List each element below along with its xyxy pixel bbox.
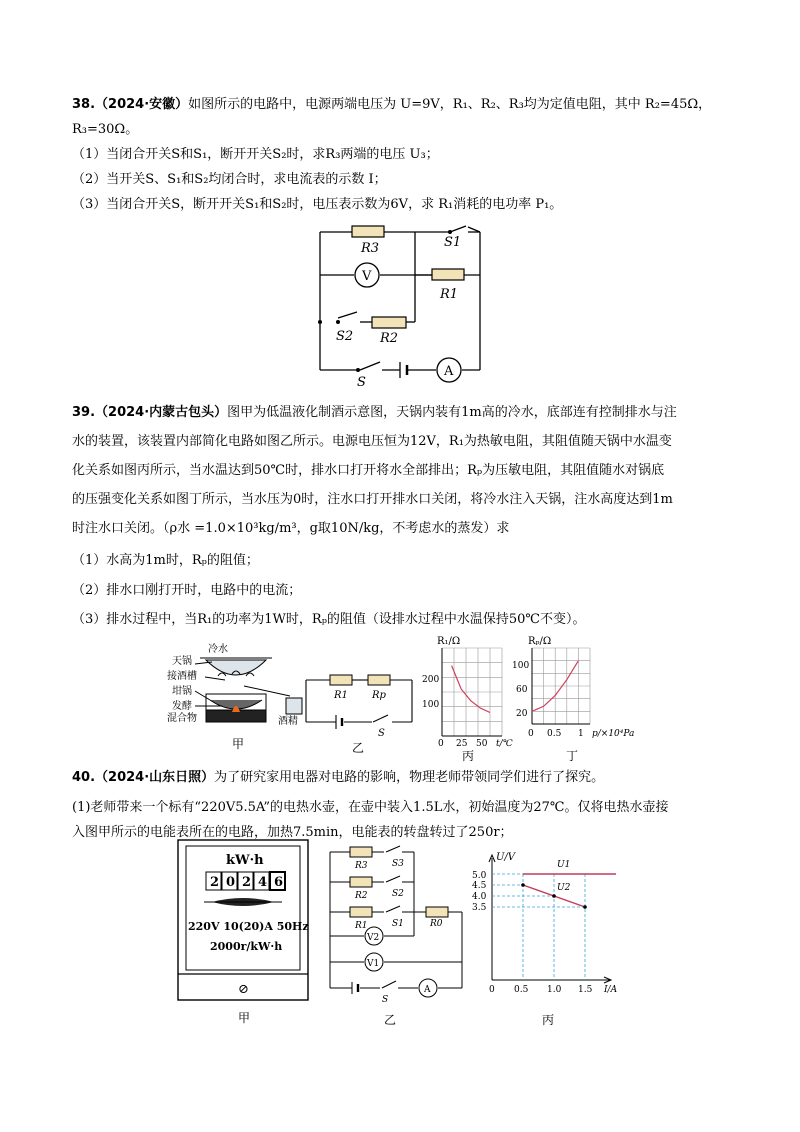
- label-ammeter: A: [424, 985, 431, 995]
- label-s1: S1: [392, 919, 404, 929]
- label-v1: V1: [367, 959, 380, 969]
- r1-curve: [452, 666, 490, 713]
- u2-point: [521, 883, 525, 887]
- label-rp: Rp: [372, 690, 386, 701]
- label-lengshui: 冷水: [208, 644, 228, 655]
- q39-chart-bing: [422, 630, 520, 763]
- x-tick-50: 50: [476, 739, 488, 749]
- y-tick-100: 100: [512, 661, 530, 671]
- x-axis-label: p/×10⁴Pa: [592, 729, 635, 739]
- q40-line1: [72, 765, 732, 790]
- caption-jia: 甲: [232, 737, 245, 751]
- label-r3: R3: [355, 861, 368, 871]
- caption-yi: 乙: [352, 741, 365, 755]
- y-tick-5-0: 5.0: [472, 871, 487, 881]
- x-axis-label: I/A: [604, 985, 618, 995]
- x-tick-0: 0: [438, 739, 444, 749]
- q39-number: 39.: [72, 405, 96, 420]
- caption-yi: 乙: [384, 1013, 397, 1027]
- u2-point: [583, 905, 587, 909]
- label-r0: R0: [430, 919, 443, 929]
- label-s: S: [378, 728, 385, 739]
- label-r2: R2: [355, 891, 368, 901]
- x-tick-1: 1: [578, 729, 584, 739]
- y-tick-4-5: 4.5: [472, 881, 487, 891]
- label-jiujing: 酒精: [278, 716, 298, 727]
- x-tick-1-0: 1.0: [547, 985, 562, 995]
- x-tick-1-5: 1.5: [578, 985, 593, 995]
- q39-fig-jia: [160, 640, 310, 751]
- y-tick-4-0: 4.0: [472, 892, 487, 902]
- label-guoguo: 坩锅: [172, 686, 192, 697]
- meter-symbol: ⊘: [238, 982, 249, 997]
- q40-fig-meter: [170, 836, 320, 1026]
- meter-spec-1: 220V 10(20)A 50Hz: [188, 920, 309, 933]
- meter-digits: [206, 872, 285, 890]
- y-tick-200: 200: [422, 675, 440, 685]
- label-s1: S1: [444, 235, 462, 250]
- label-u2: U2: [557, 883, 571, 893]
- q39-sub3: （3）排水过程中，当R₁的功率为1W时，Rₚ的阻值（设排水过程中水温保持50℃不变）。: [72, 612, 586, 627]
- q39-sub2: （2）排水口刚打开时，电路中的电流；: [72, 583, 302, 598]
- q39-line5: 时注水口关闭。（ρ水 =1.0×10³kg/m³，g取10N/kg，不考虑水的蒸发）求: [72, 521, 510, 536]
- y-tick-100: 100: [422, 700, 440, 710]
- q38-sub1: （1）当闭合开关S和S₁，断开开关S₂时，求R₃两端的电压 U₃；: [72, 147, 439, 162]
- meter-unit: kW·h: [226, 853, 264, 868]
- q39-source: （2024·内蒙古包头）: [95, 405, 228, 420]
- label-r1: R1: [440, 287, 459, 302]
- q38-text-1: 如图所示的电路中，电源两端电压为 U=9V，R₁、R₂、R₃均为定值电阻，其中 R₂=45Ω，: [188, 97, 712, 112]
- meter-spec-2: 2000r/kW·h: [210, 940, 283, 953]
- meter-digit: 4: [258, 875, 268, 890]
- q40-source: （2024·山东日照）: [95, 770, 215, 785]
- q40-number: 40.: [72, 770, 96, 785]
- x-tick-0: 0: [528, 729, 534, 739]
- label-s: S: [357, 375, 366, 390]
- label-r1: R1: [355, 921, 368, 931]
- label-jiejiuqi: 接酒槽: [167, 671, 197, 682]
- y-axis-label: Rₚ/Ω: [528, 636, 552, 647]
- y-tick-60: 60: [516, 685, 528, 695]
- q38-line2: R₃=30Ω。: [72, 122, 139, 137]
- y-tick-3-5: 3.5: [472, 903, 487, 913]
- q39-fig-yi: [300, 670, 420, 755]
- caption-jia: 甲: [238, 1011, 251, 1025]
- label-s2: S2: [336, 329, 354, 344]
- q39-sub1: （1）水高为1m时，Rₚ的阻值；: [72, 553, 259, 568]
- q39-line2: 水的装置，该装置内部简化电路如图乙所示。电源电压恒为12V，R₁为热敏电阻，其阻值随天锅中水温变: [72, 434, 672, 449]
- q38-circuit-diagram: [300, 222, 500, 390]
- meter-digit: 2: [242, 875, 252, 890]
- label-fajiao-1: 发酵: [172, 701, 192, 712]
- q38-sub3: （3）当闭合开关S，断开开关S₁和S₂时，电压表示数为6V，求 R₁消耗的电功率 P₁。: [72, 197, 563, 212]
- q39-line3: 化关系如图丙所示，当水温达到50℃时，排水口打开将水全部排出；Rₚ为压敏电阻，其阻值随水对锅底: [72, 463, 665, 478]
- label-s2: S2: [392, 889, 404, 899]
- q40-sub1-cont: 入图甲所示的电能表所在的电路，加热7.5min，电能表的转盘转过了250r；: [72, 825, 513, 840]
- q40-fig-circuit: [322, 840, 472, 1026]
- caption-bing: 丙: [462, 749, 475, 763]
- u2-point: [552, 894, 556, 898]
- label-r2: R2: [380, 331, 399, 346]
- q39-chart-ding: [510, 630, 650, 763]
- label-voltmeter: V: [362, 269, 372, 284]
- y-axis-label: R₁/Ω: [437, 636, 461, 647]
- q40-chart-bing: [470, 846, 630, 1026]
- label-s: S: [382, 995, 389, 1005]
- label-tianguo: 天锅: [172, 656, 192, 667]
- label-u1: U1: [557, 860, 571, 870]
- y-axis-label: U/V: [496, 852, 516, 863]
- meter-digit: 6: [274, 875, 284, 890]
- label-r1: R1: [334, 690, 348, 701]
- x-tick-0-5: 0.5: [547, 729, 562, 739]
- q39-text-1: 图甲为低温液化制酒示意图，天锅内装有1m高的冷水，底部连有控制排水与注: [227, 405, 677, 420]
- y-tick-20: 20: [516, 709, 528, 719]
- q38-number: 38.: [72, 97, 96, 112]
- label-r3: R3: [361, 241, 380, 256]
- meter-digit: 2: [210, 875, 220, 890]
- meter-digit: 0: [226, 875, 236, 890]
- q39-line4: 的压强变化关系如图丁所示，当水压为0时，注水口打开排水口关闭，将冷水注入天锅，注水高度达到1m: [72, 492, 673, 507]
- label-s3: S3: [392, 859, 404, 869]
- label-v2: V2: [367, 933, 380, 943]
- label-fajiao-2: 混合物: [167, 713, 197, 724]
- x-tick-25: 25: [456, 739, 468, 749]
- x-axis-label: t/℃: [496, 739, 513, 749]
- caption-ding: 丁: [566, 749, 579, 763]
- q38-source: （2024·安徽）: [95, 97, 189, 112]
- caption-bing: 丙: [542, 1013, 555, 1027]
- q39-line1: [72, 400, 732, 425]
- q38-line1: [72, 92, 732, 117]
- x-tick-0-5: 0.5: [514, 985, 529, 995]
- q40-text-1: 为了研究家用电器对电路的影响，物理老师带领同学们进行了探究。: [214, 770, 605, 785]
- q40-sub1: (1)老师带来一个标有“220V5.5A”的电热水壶，在壶中装入1.5L水，初始温度为27℃。仅将电热水壶接: [72, 800, 669, 815]
- q38-sub2: （2）当开关S、S₁和S₂均闭合时，求电流表的示数 I；: [72, 172, 387, 187]
- label-ammeter: A: [444, 364, 454, 379]
- x-tick-0: 0: [489, 985, 495, 995]
